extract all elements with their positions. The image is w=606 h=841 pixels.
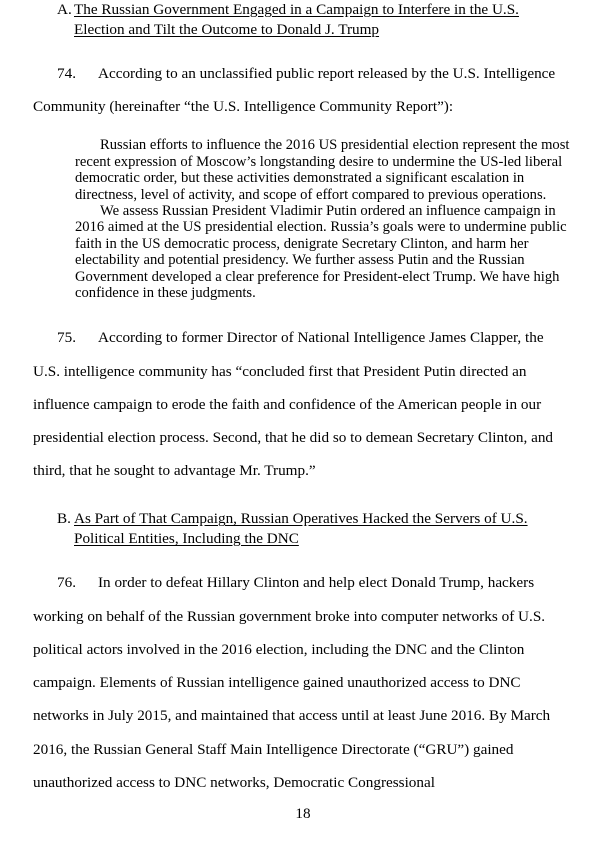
spacer	[33, 301, 573, 321]
blockquote-paragraph-2: We assess Russian President Vladimir Putin ordered an influence campaign in 2016 aimed at the US presidential election. Russia’s goals were to undermine public faith in the US democratic process, denigrate Secretary Clinton, and harm her electability and potential presidency. We further assess Putin and the Russian Government developed a clear preference for President-elect Trump. We have high confidence in these judgments.	[75, 203, 567, 302]
paragraph-75-number: 75.	[57, 329, 76, 347]
paragraph-75	[33, 321, 573, 487]
paragraph-76-text: In order to defeat Hillary Clinton and help elect Donald Trump, hackers working on behalf of the Russian government broke into computer networks of U.S. political actors involved in the 2016 election, including the DNC and the Clinton campaign. Elements of Russian intelligence gained unauthorized access to DNC networks in July 2015, and maintained that access until at least June 2016. By March 2016, the Russian General Staff Main Intelligence Directorate (“GRU”) gained unauthorized access to DNC networks, Democratic Congressional	[33, 574, 551, 791]
page-number: 18	[295, 805, 311, 822]
paragraph-75-text: According to former Director of National Intelligence James Clapper, the U.S. intelligence community has “concluded first that President Putin directed an influence campaign to erode the faith and confidence of the American people in our presidential election process. Second, that he did so to demean Secretary Clinton, and third, that he sought to advantage Mr. Trump.”	[33, 329, 554, 480]
paragraph-76	[33, 566, 573, 798]
intelligence-report-blockquote	[75, 137, 573, 301]
section-heading-a-text: The Russian Government Engaged in a Campaign to Interfere in the U.S. Election and Tilt the Outcome to Donald J. Trump	[74, 1, 519, 38]
spacer	[33, 39, 573, 57]
paragraph-74-text: According to an unclassified public report released by the U.S. Intelligence Community (hereinafter “the U.S. Intelligence Community Report”):	[33, 65, 556, 116]
section-letter-a: A.	[57, 1, 72, 18]
spacer	[33, 487, 573, 509]
paragraph-74	[33, 57, 573, 123]
spacer	[33, 548, 573, 566]
page-content	[33, 0, 573, 799]
paragraph-76-number: 76.	[57, 574, 76, 592]
blockquote-paragraph-1: Russian efforts to influence the 2016 US presidential election represent the most recent expression of Moscow’s longstanding desire to undermine the US-led liberal democratic order, but these activities demonstrated a significant escalation in directness, level of activity, and scope of effort compared to previous operations.	[75, 137, 570, 203]
section-heading-b	[33, 509, 573, 548]
spacer	[33, 123, 573, 137]
section-heading-a	[33, 0, 573, 39]
section-letter-b: B.	[57, 510, 71, 528]
paragraph-74-number: 74.	[57, 65, 76, 82]
section-heading-b-text: As Part of That Campaign, Russian Operatives Hacked the Servers of U.S. Political Entities, Including the DNC	[74, 510, 528, 547]
